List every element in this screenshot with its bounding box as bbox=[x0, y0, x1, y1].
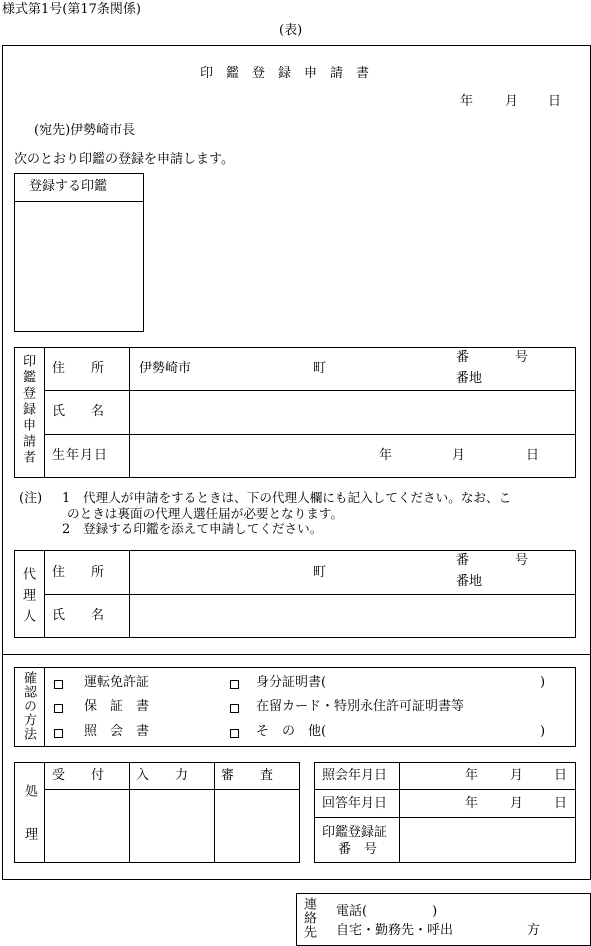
label-inquiry: 照 会 書 bbox=[84, 724, 150, 739]
reply-month: 月 bbox=[510, 796, 524, 811]
note1-number: 1 bbox=[62, 491, 71, 506]
date-day: 日 bbox=[548, 94, 562, 109]
note2-text: 登録する印鑑を添えて申請してください。 bbox=[83, 521, 323, 536]
col-nyuryoku: 入 力 bbox=[136, 768, 189, 783]
applicant-name-label: 氏 名 bbox=[52, 404, 105, 419]
applicant-address-town: 町 bbox=[313, 361, 327, 376]
label-drivers-license: 運転免許証 bbox=[84, 675, 150, 690]
agent-address-banchi: 番地 bbox=[456, 574, 483, 589]
request-text: 次のとおり印鑑の登録を申請します。 bbox=[14, 152, 234, 167]
stamp-nyuryoku[interactable] bbox=[130, 790, 214, 862]
form-number: 様式第1号(第17条関係) bbox=[2, 2, 141, 17]
birth-month: 月 bbox=[452, 448, 466, 463]
close-paren-2: ) bbox=[540, 724, 546, 739]
notes-prefix: (注) bbox=[19, 491, 43, 506]
date-month: 月 bbox=[505, 94, 519, 109]
contact-box bbox=[296, 893, 591, 946]
applicant-birth-field[interactable] bbox=[130, 435, 575, 477]
check-residence-card[interactable] bbox=[230, 702, 239, 717]
applicant-group-label: 印鑑登録申請者 bbox=[20, 354, 35, 466]
inquiry-day: 日 bbox=[554, 768, 568, 783]
applicant-address-go: 号 bbox=[515, 350, 529, 365]
reply-year: 年 bbox=[465, 796, 479, 811]
contact-phone-place: 自宅・勤務先・呼出 bbox=[336, 923, 454, 938]
agent-address-ban: 番 bbox=[456, 553, 470, 568]
check-id-certificate[interactable] bbox=[230, 678, 239, 693]
label-id-certificate: 身分証明書( bbox=[256, 675, 327, 690]
agent-address-field[interactable] bbox=[130, 551, 575, 594]
contact-group-label: 連絡先 bbox=[301, 897, 316, 939]
check-other[interactable] bbox=[230, 727, 239, 742]
applicant-address-banchi: 番地 bbox=[456, 371, 483, 386]
agent-address-go: 号 bbox=[515, 553, 529, 568]
agent-name-label: 氏 名 bbox=[52, 608, 105, 623]
inquiry-month: 月 bbox=[510, 768, 524, 783]
agent-address-town: 町 bbox=[313, 565, 327, 580]
verification-group-label: 確認の方法 bbox=[21, 671, 36, 741]
stamp-uketsuke[interactable] bbox=[45, 790, 129, 862]
cert-number-field[interactable] bbox=[400, 818, 575, 862]
contact-person-suffix: 方 bbox=[527, 923, 541, 938]
reply-date-label: 回答年月日 bbox=[322, 796, 388, 811]
agent-address-label: 住 所 bbox=[52, 565, 105, 580]
agent-group-label: 代理人 bbox=[20, 567, 35, 630]
label-guarantee: 保 証 書 bbox=[84, 699, 150, 714]
close-paren-1: ) bbox=[540, 675, 546, 690]
applicant-address-label: 住 所 bbox=[52, 361, 105, 376]
seal-box-label: 登録する印鑑 bbox=[29, 179, 108, 194]
side-indicator: (表) bbox=[279, 23, 303, 38]
label-residence-card: 在留カード・特別永住許可証明書等 bbox=[256, 699, 465, 714]
applicant-address-field[interactable] bbox=[130, 348, 575, 390]
reply-day: 日 bbox=[554, 796, 568, 811]
note1-line2: のときは裏面の代理人選任届が必要となります。 bbox=[67, 506, 344, 521]
col-shinsa: 審 査 bbox=[221, 768, 274, 783]
birth-year: 年 bbox=[379, 448, 393, 463]
note1-line1: 代理人が申請をするときは、下の代理人欄にも記入してください。なお、こ bbox=[83, 490, 512, 505]
stamp-shinsa[interactable] bbox=[215, 790, 299, 862]
inquiry-date-label: 照会年月日 bbox=[322, 768, 388, 783]
applicant-name-field[interactable] bbox=[130, 391, 575, 434]
cert-number-label-line2: 番 号 bbox=[338, 842, 378, 857]
seal-box[interactable] bbox=[14, 173, 144, 332]
processing-group-label: 処理 bbox=[22, 784, 37, 870]
note2-number: 2 bbox=[62, 522, 71, 537]
contact-phone: 電話( ) bbox=[336, 904, 438, 919]
label-other: そ の 他( bbox=[256, 724, 327, 739]
col-uketsuke: 受 付 bbox=[52, 768, 105, 783]
agent-name-field[interactable] bbox=[130, 595, 575, 637]
applicant-address-city: 伊勢崎市 bbox=[139, 361, 192, 376]
cert-number-label-line1: 印鑑登録証 bbox=[322, 825, 388, 840]
addressee: (宛先)伊勢崎市長 bbox=[34, 123, 136, 138]
check-drivers-license[interactable] bbox=[54, 678, 63, 693]
inquiry-year: 年 bbox=[465, 768, 479, 783]
check-inquiry[interactable] bbox=[54, 727, 63, 742]
applicant-address-ban: 番 bbox=[456, 350, 470, 365]
birth-day: 日 bbox=[526, 448, 540, 463]
applicant-birth-label: 生年月日 bbox=[52, 448, 109, 463]
check-guarantee[interactable] bbox=[54, 702, 63, 717]
form-title: 印 鑑 登 録 申 請 書 bbox=[200, 66, 370, 81]
section-divider bbox=[2, 654, 591, 655]
date-year: 年 bbox=[460, 94, 474, 109]
